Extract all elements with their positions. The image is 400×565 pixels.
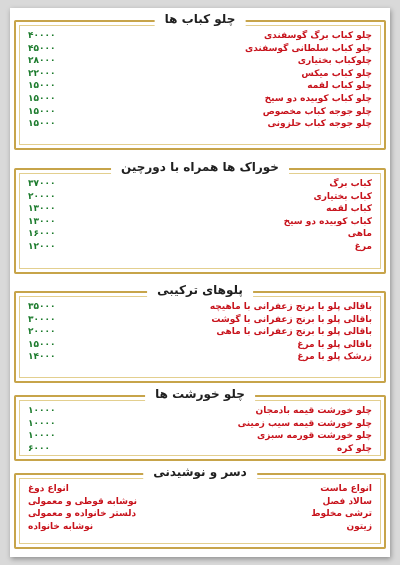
item-name: کباب لقمه: [326, 204, 372, 215]
item-name: مرغ: [354, 241, 372, 252]
section-title: چلو کباب ها: [155, 12, 246, 26]
item-price: ۱۶۰۰۰: [28, 229, 56, 240]
item-name: چلو خورشت قورمه سبزی: [256, 431, 372, 442]
menu-row: [28, 228, 372, 241]
item-price: ۱۵۰۰۰: [28, 119, 56, 130]
item-price: ۱۵۰۰۰: [28, 93, 56, 104]
item-name: چلو کباب کوبیده دو سیخ: [264, 93, 372, 104]
menu-row: [28, 339, 372, 352]
item-price: ۶۰۰۰: [28, 443, 50, 454]
section-chelo-kabab: [14, 12, 386, 150]
item-name: چلوکباب بختیاری: [297, 56, 372, 67]
menu-row: [28, 351, 372, 364]
item-price: ۱۴۰۰۰: [28, 352, 56, 363]
item-price: ۱۵۰۰۰: [28, 81, 56, 92]
menu-row: [28, 93, 372, 106]
dessert-left-column: [28, 483, 137, 533]
menu-row: [28, 68, 372, 81]
item-price: ۴۰۰۰۰: [28, 31, 56, 41]
dessert-right-column: [311, 483, 372, 533]
item-name: زرشک پلو با مرغ: [297, 352, 372, 363]
item-name: چلو کباب میکس: [301, 68, 372, 79]
item-price: ۳۷۰۰۰: [28, 179, 56, 189]
section-khoresht: [14, 387, 386, 461]
menu-row: [28, 314, 372, 327]
menu-row: [28, 43, 372, 56]
menu-row: [28, 430, 372, 443]
item-price: ۱۲۰۰۰: [28, 241, 56, 252]
item-price: ۴۵۰۰۰: [28, 43, 56, 54]
section-title: دسر و نوشیدنی: [143, 465, 257, 479]
menu-sheet: [10, 8, 390, 557]
item-price: ۳۰۰۰۰: [28, 314, 56, 325]
item-price: ۱۰۰۰۰: [28, 418, 56, 429]
dessert-item: سالاد فصل: [322, 496, 372, 507]
item-name: ماهی: [347, 229, 372, 240]
dessert-item: نوشابه خانواده: [28, 521, 94, 532]
item-name: باقالی پلو با برنج زعفرانی با ماهی: [216, 327, 372, 338]
item-name: کباب بختیاری: [313, 191, 372, 202]
item-name: چلو جوجه کباب مخصوص: [262, 106, 372, 117]
menu-row: [28, 106, 372, 119]
menu-row: [28, 443, 372, 456]
item-name: چلو جوجه کباب حلزونی: [267, 119, 372, 130]
menu-row: [28, 178, 372, 191]
menu-row: [28, 241, 372, 254]
item-price: ۲۰۰۰۰: [28, 327, 56, 338]
item-price: ۲۸۰۰۰: [28, 56, 56, 67]
menu-row: [28, 80, 372, 93]
menu-row: [28, 216, 372, 229]
menu-row: [28, 30, 372, 43]
item-price: ۳۵۰۰۰: [28, 302, 56, 312]
section-desserts: [14, 465, 386, 549]
dessert-item: دلستر خانواده و معمولی: [28, 509, 137, 520]
dessert-item: ترشی مخلوط: [311, 509, 372, 520]
menu-row: [28, 55, 372, 68]
menu-row: [28, 203, 372, 216]
section-title: چلو خورشت ها: [145, 387, 255, 401]
dessert-item: نوشابه قوطی و معمولی: [28, 496, 138, 507]
section-title: پلوهای ترکیبی: [147, 283, 253, 297]
menu-row: [28, 191, 372, 204]
item-name: چلو کباب سلطانی گوسفندی: [244, 43, 372, 54]
dessert-item: زیتون: [346, 521, 372, 532]
menu-row: [28, 301, 372, 314]
item-price: ۱۰۰۰۰: [28, 406, 56, 416]
menu-row: [28, 118, 372, 131]
item-name: چلو کباب لقمه: [307, 81, 372, 92]
item-name: چلو خورشت قیمه بادمجان: [255, 406, 372, 416]
item-price: ۱۵۰۰۰: [28, 339, 56, 350]
section-polo-tarkibi: [14, 283, 386, 383]
dessert-item: انواع ماست: [320, 484, 372, 494]
item-name: باقالی پلو با برنج زعفرانی با ماهیچه: [209, 302, 372, 312]
item-name: چلو کباب برگ گوسفندی: [263, 31, 372, 41]
item-name: کباب برگ: [329, 179, 372, 189]
item-price: ۲۲۰۰۰: [28, 68, 56, 79]
item-name: چلو کره: [336, 443, 372, 454]
item-price: ۱۰۰۰۰: [28, 431, 56, 442]
section-title: خوراک ها همراه با دورچین: [111, 160, 289, 174]
item-name: کباب کوبیده دو سیخ: [283, 216, 372, 227]
item-name: چلو خورشت قیمه سیب زمینی: [237, 418, 372, 429]
menu-row: [28, 326, 372, 339]
section-khorak: [14, 160, 386, 274]
menu-row: [28, 418, 372, 431]
item-price: ۱۳۰۰۰: [28, 204, 56, 215]
item-name: باقالی پلو با برنج زعفرانی با گوشت: [211, 314, 372, 325]
item-price: ۲۰۰۰۰: [28, 191, 56, 202]
menu-row: [28, 405, 372, 418]
item-name: باقالی پلو با مرغ: [297, 339, 372, 350]
dessert-item: انواع دوغ: [28, 484, 69, 494]
item-price: ۱۵۰۰۰: [28, 106, 56, 117]
item-price: ۱۳۰۰۰: [28, 216, 56, 227]
